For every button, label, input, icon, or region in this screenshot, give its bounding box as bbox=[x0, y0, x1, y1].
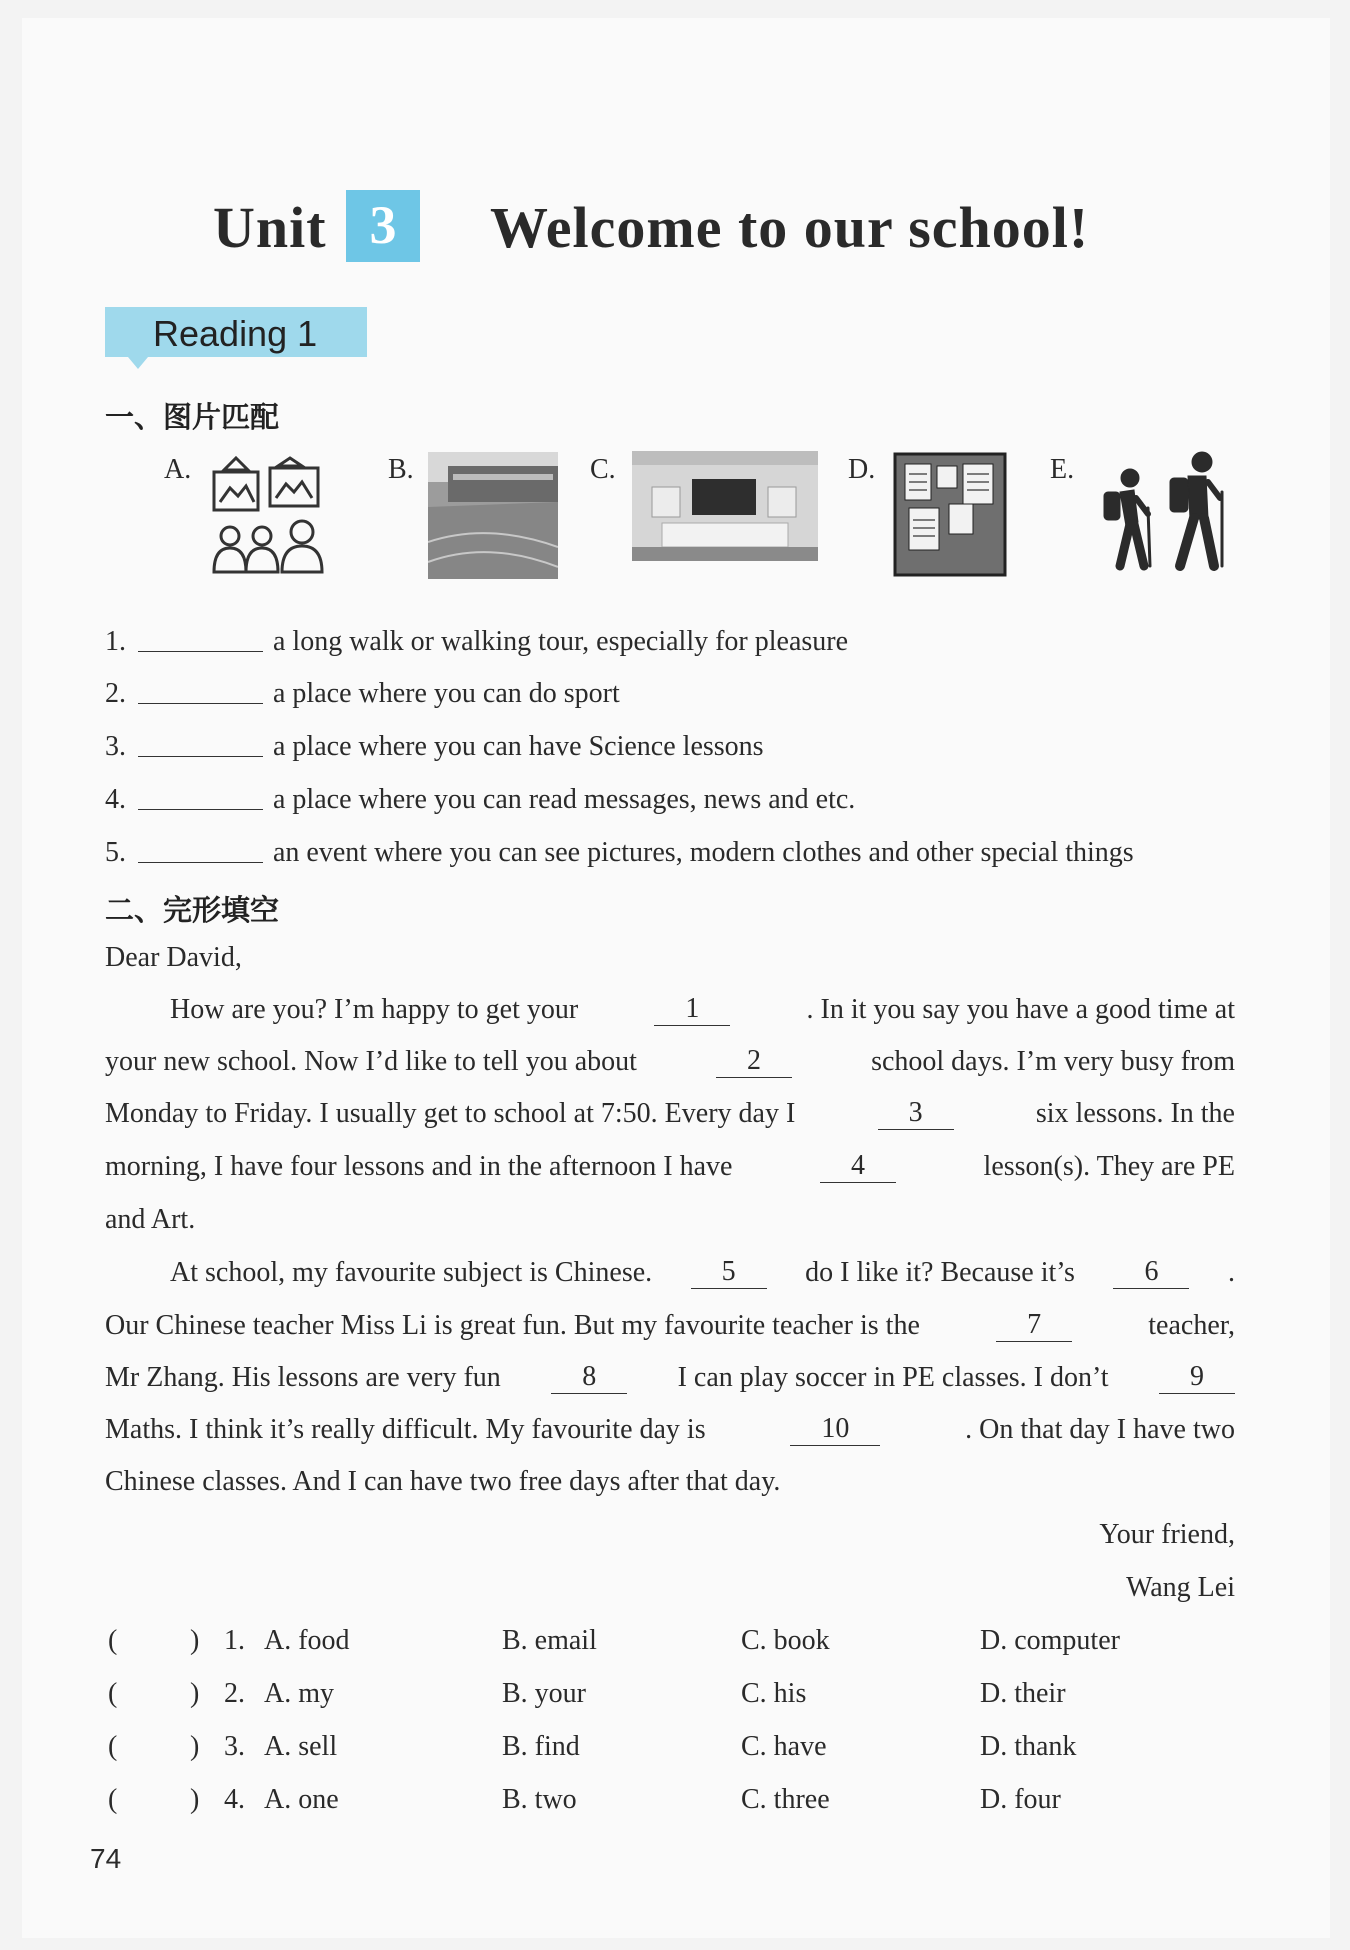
list-item bbox=[105, 678, 620, 710]
letter-line bbox=[105, 1310, 1235, 1342]
cloze-blank[interactable]: 1 bbox=[654, 994, 730, 1026]
answer-paren-open[interactable]: ( bbox=[108, 1678, 118, 1709]
letter-text: Mr Zhang. His lessons are very fun bbox=[105, 1362, 501, 1393]
option-a[interactable]: A. food bbox=[264, 1625, 350, 1656]
option-a[interactable]: A. one bbox=[264, 1784, 339, 1815]
unit-main-title: Welcome to our school! bbox=[490, 195, 1090, 260]
question-number: 3. bbox=[224, 1731, 245, 1762]
page-number: 74 bbox=[90, 1843, 122, 1874]
notice-board-icon bbox=[893, 452, 1007, 577]
hikers-icon bbox=[1090, 448, 1230, 574]
letter-text: six lessons. In the bbox=[1035, 1098, 1235, 1129]
letter-closing: Your friend, bbox=[1099, 1519, 1235, 1550]
part2-heading: 二、完形填空 bbox=[105, 893, 280, 927]
answer-paren-close: ) bbox=[190, 1678, 200, 1709]
list-item bbox=[105, 731, 764, 763]
answer-blank[interactable] bbox=[138, 785, 263, 810]
question-number: 2. bbox=[224, 1678, 245, 1709]
letter-text: Our Chinese teacher Miss Li is great fun. But my favourite teacher is the bbox=[105, 1310, 920, 1341]
picture-b-label: B. bbox=[388, 454, 414, 485]
letter-text: morning, I have four lessons and in the afternoon I have bbox=[105, 1151, 733, 1182]
list-item bbox=[105, 837, 1134, 869]
answer-paren-close: ) bbox=[190, 1784, 200, 1815]
letter-text: How are you? I’m happy to get your bbox=[170, 994, 579, 1025]
item-number: 5. bbox=[105, 837, 126, 868]
letter-text: . On that day I have two bbox=[965, 1414, 1235, 1445]
item-number: 4. bbox=[105, 784, 126, 815]
option-a[interactable]: A. sell bbox=[264, 1731, 338, 1762]
picture-a-label: A. bbox=[164, 454, 192, 485]
item-text: an event where you can see pictures, modern clothes and other special things bbox=[273, 837, 1134, 868]
unit-title bbox=[0, 182, 1350, 272]
option-b[interactable]: B. email bbox=[502, 1625, 597, 1656]
answer-paren-close: ) bbox=[190, 1731, 200, 1762]
page-background bbox=[22, 18, 1330, 1938]
lab-room-photo bbox=[632, 451, 818, 561]
letter-text: . bbox=[1227, 1257, 1235, 1288]
cloze-blank[interactable]: 7 bbox=[996, 1310, 1072, 1342]
answer-paren-close: ) bbox=[190, 1625, 200, 1656]
cloze-blank[interactable]: 4 bbox=[820, 1151, 896, 1183]
letter-text: lesson(s). They are PE bbox=[983, 1151, 1235, 1182]
banner-tail bbox=[128, 357, 148, 369]
letter-line bbox=[105, 1362, 1235, 1394]
letter-text: teacher, bbox=[1148, 1310, 1235, 1341]
letter-line bbox=[105, 1151, 1235, 1183]
letter-text: . In it you say you have a good time at bbox=[806, 994, 1235, 1025]
option-d[interactable]: D. computer bbox=[980, 1625, 1120, 1656]
letter-text: I can play soccer in PE classes. I don’t bbox=[677, 1362, 1109, 1393]
picture-d-label: D. bbox=[848, 454, 876, 485]
answer-blank[interactable] bbox=[138, 627, 263, 652]
option-b[interactable]: B. find bbox=[502, 1731, 580, 1762]
item-text: a place where you can have Science lessons bbox=[273, 731, 764, 762]
cloze-blank[interactable]: 9 bbox=[1159, 1362, 1235, 1394]
answer-blank[interactable] bbox=[138, 732, 263, 757]
part1-heading: 一、图片匹配 bbox=[105, 400, 280, 434]
picture-e-label: E. bbox=[1050, 454, 1075, 485]
letter-line bbox=[105, 1046, 1235, 1078]
cloze-blank[interactable]: 8 bbox=[551, 1362, 627, 1394]
cloze-blank[interactable]: 5 bbox=[691, 1257, 767, 1289]
letter-line bbox=[105, 1414, 1235, 1446]
letter-text: your new school. Now I’d like to tell you about bbox=[105, 1046, 637, 1077]
letter-line: Chinese classes. And I can have two free days after that day. bbox=[105, 1466, 781, 1497]
answer-blank[interactable] bbox=[138, 838, 263, 863]
option-c[interactable]: C. his bbox=[741, 1678, 807, 1709]
letter-text: Maths. I think it’s really difficult. My favourite day is bbox=[105, 1414, 706, 1445]
letter-text: school days. I’m very busy from bbox=[871, 1046, 1235, 1077]
cloze-blank[interactable]: 6 bbox=[1113, 1257, 1189, 1289]
question-number: 4. bbox=[224, 1784, 245, 1815]
answer-paren-open[interactable]: ( bbox=[108, 1784, 118, 1815]
cloze-blank[interactable]: 2 bbox=[716, 1046, 792, 1078]
answer-blank[interactable] bbox=[138, 679, 263, 704]
cloze-blank[interactable]: 3 bbox=[878, 1098, 954, 1130]
item-number: 1. bbox=[105, 626, 126, 657]
option-c[interactable]: C. book bbox=[741, 1625, 830, 1656]
section-banner bbox=[105, 307, 367, 357]
option-c[interactable]: C. have bbox=[741, 1731, 827, 1762]
list-item bbox=[105, 784, 855, 816]
answer-paren-open[interactable]: ( bbox=[108, 1625, 118, 1656]
item-number: 3. bbox=[105, 731, 126, 762]
option-a[interactable]: A. my bbox=[264, 1678, 334, 1709]
unit-number-badge bbox=[346, 190, 420, 262]
option-d[interactable]: D. four bbox=[980, 1784, 1061, 1815]
item-number: 2. bbox=[105, 678, 126, 709]
section-banner-label: Reading 1 bbox=[153, 313, 318, 354]
letter-signature: Wang Lei bbox=[1126, 1572, 1235, 1603]
letter-line: and Art. bbox=[105, 1204, 196, 1235]
option-b[interactable]: B. two bbox=[502, 1784, 577, 1815]
unit-label: Unit bbox=[213, 195, 327, 260]
picture-c-label: C. bbox=[590, 454, 616, 485]
option-d[interactable]: D. their bbox=[980, 1678, 1066, 1709]
letter-greeting: Dear David, bbox=[105, 942, 242, 973]
cloze-blank[interactable]: 10 bbox=[790, 1414, 880, 1446]
list-item bbox=[105, 626, 848, 658]
item-text: a long walk or walking tour, especially for pleasure bbox=[273, 626, 849, 657]
option-b[interactable]: B. your bbox=[502, 1678, 586, 1709]
letter-text: At school, my favourite subject is Chinese. bbox=[170, 1257, 653, 1288]
letter-line bbox=[105, 1098, 1235, 1130]
unit-number: 3 bbox=[369, 195, 397, 255]
exhibition-icon bbox=[208, 456, 332, 578]
letter-line bbox=[170, 1257, 1235, 1289]
letter-text: Monday to Friday. I usually get to school at 7:50. Every day I bbox=[105, 1098, 796, 1129]
option-c[interactable]: C. three bbox=[741, 1784, 830, 1815]
letter-line bbox=[170, 994, 1235, 1026]
question-number: 1. bbox=[224, 1625, 245, 1656]
answer-paren-open[interactable]: ( bbox=[108, 1731, 118, 1762]
sports-field-photo bbox=[428, 452, 558, 579]
letter-text: do I like it? Because it’s bbox=[805, 1257, 1075, 1288]
item-text: a place where you can read messages, news and etc. bbox=[273, 784, 856, 815]
item-text: a place where you can do sport bbox=[273, 678, 620, 709]
option-d[interactable]: D. thank bbox=[980, 1731, 1077, 1762]
